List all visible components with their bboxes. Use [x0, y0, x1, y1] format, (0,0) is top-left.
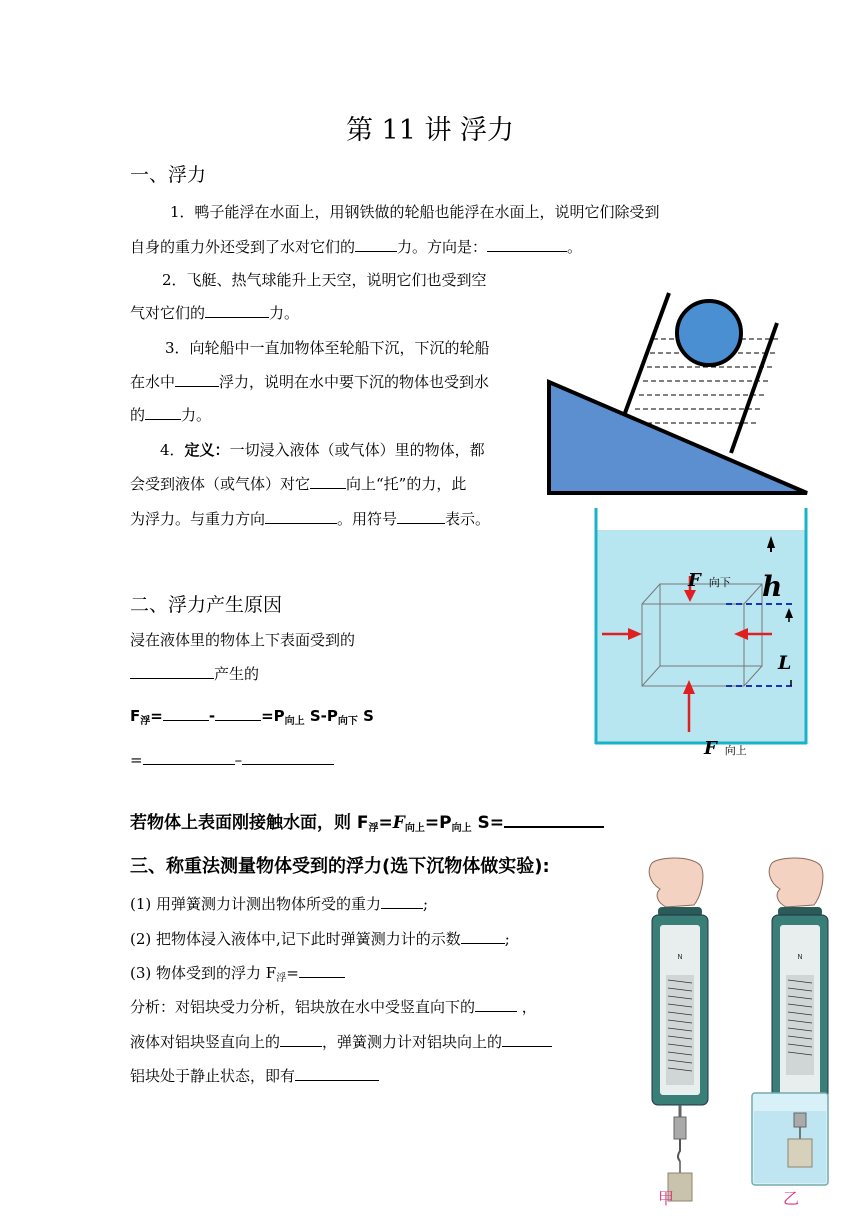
blank-4[interactable] — [175, 372, 219, 387]
left-spring-scale — [649, 858, 708, 1201]
blank-1[interactable] — [355, 237, 397, 252]
s2-formula: $F_浮= - =P_{向上}$ $S-P_{向下}$ S — [130, 707, 374, 727]
blank-6[interactable] — [310, 474, 346, 489]
water — [596, 530, 806, 742]
left-scale-label: N — [677, 953, 683, 961]
s1-para1-line1: 1．鸭子能浮在水面上，用钢铁做的轮船也能浮在水面上，说明它们除受到 — [170, 203, 660, 221]
s1-para2-line1: 2．飞艇、热气球能升上天空，说明它们也受到空 — [162, 271, 487, 289]
right-scale-label: N — [797, 953, 803, 961]
contact-line: 若物体上表面刚接触水面，则 $F_浮=F_{向上}=P_{向上}$ S= — [130, 808, 604, 833]
blank-20[interactable] — [502, 1032, 552, 1047]
incline-plane — [549, 382, 807, 493]
blank-14[interactable] — [504, 810, 604, 828]
blank-12[interactable] — [143, 750, 235, 765]
blank-7[interactable] — [265, 509, 337, 524]
blank-16[interactable] — [461, 929, 505, 944]
right-hand-icon — [769, 858, 823, 907]
blank-13[interactable] — [242, 750, 334, 765]
blank-15[interactable] — [381, 894, 423, 909]
s1-para4-line1: 4．定义：一切浸入液体（或气体）里的物体，都 — [160, 441, 485, 459]
s1-para3-line2: 在水中 浮力，说明在水中要下沉的物体也受到水 — [130, 373, 490, 391]
s1-para1-line2: 自身的重力外还受到了水对它们的 力。方向是： 。 — [130, 238, 583, 256]
s1-para4-line2: 会受到液体（或气体）对它 向上“托”的力，此 — [130, 475, 467, 493]
blank-5[interactable] — [145, 405, 181, 420]
section-2-heading: 二、浮力产生原因 — [130, 594, 283, 616]
section-1-heading: 一、浮力 — [130, 164, 207, 186]
s1-para3-line1: 3．向轮船中一直加物体至轮船下沉，下沉的轮船 — [165, 339, 490, 357]
f-up-label: F向上 — [704, 738, 747, 759]
ball — [677, 301, 741, 365]
s3-analysis-2: 液体对铝块竖直向上的 ，弹簧测力计对铝块向上的 — [130, 1032, 552, 1052]
l-label: L — [778, 652, 792, 674]
caption-right: 乙 — [783, 1189, 800, 1208]
s1-para4-line3: 为浮力。与重力方向 。用符号 表示。 — [130, 510, 491, 528]
s3-item2: (2) 把物体浸入液体中,记下此时弹簧测力计的示数 ; — [130, 930, 510, 948]
blank-18[interactable] — [475, 997, 517, 1012]
page-title: 第 11 讲 浮力 — [345, 115, 515, 146]
s3-item1: (1) 用弹簧测力计测出物体所受的重力 ; — [130, 895, 429, 913]
s2-line2: 产生的 — [130, 664, 259, 684]
s3-analysis-1: 分析：对铝块受力分析，铝块放在水中受竖直向下的 ， — [130, 998, 537, 1016]
f-down-label: F向下 — [688, 570, 731, 591]
s2-line1: 浸在液体里的物体上下表面受到的 — [130, 631, 356, 649]
blank-3[interactable] — [205, 303, 269, 318]
spring-scale-figure — [630, 855, 850, 1210]
right-spring-scale — [752, 858, 828, 1185]
left-hand-icon — [649, 858, 703, 907]
blank-19[interactable] — [280, 1032, 322, 1047]
blank-21[interactable] — [295, 1066, 379, 1081]
s2-line4: = – — [130, 750, 334, 770]
right-metal-block — [788, 1139, 812, 1167]
blank-2[interactable] — [487, 237, 567, 252]
blank-17[interactable] — [299, 963, 345, 978]
s1-para2-line2: 气对它们的 力。 — [130, 304, 300, 322]
blank-9[interactable] — [130, 664, 214, 679]
h-label: h — [762, 570, 783, 603]
s1-para3-line3: 的 力。 — [130, 406, 212, 424]
blank-8[interactable] — [397, 509, 445, 524]
section-3-heading: 三、称重法测量物体受到的浮力(选下沉物体做实验): — [130, 856, 550, 877]
s3-item3: (3) 物体受到的浮力 $F_浮=$ — [130, 963, 345, 986]
s3-analysis-3: 铝块处于静止状态，即有 — [130, 1066, 379, 1086]
cube-in-water-figure — [588, 508, 813, 768]
caption-left: 甲 — [658, 1189, 675, 1208]
incline-beaker-figure — [545, 285, 815, 500]
blank-11[interactable] — [215, 706, 261, 721]
blank-10[interactable] — [163, 706, 209, 721]
